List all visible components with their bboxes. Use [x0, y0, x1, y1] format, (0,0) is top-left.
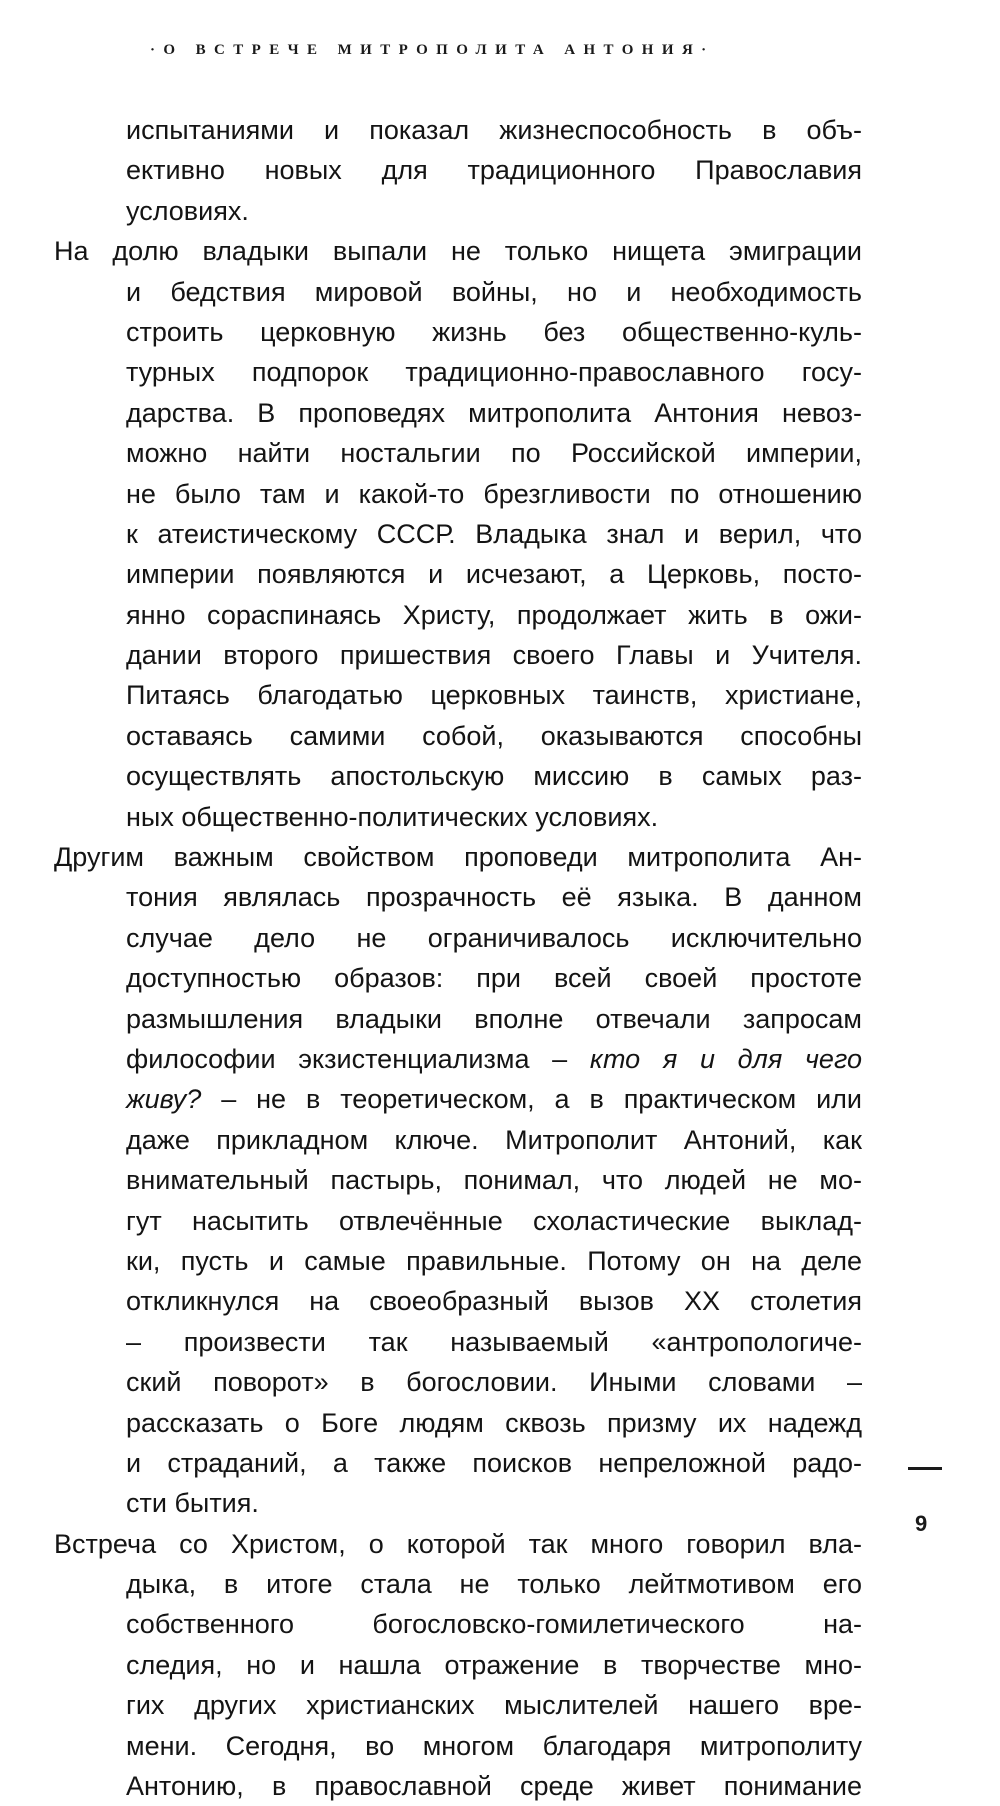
text-line: мени. Сегодня, во многом благодаря митрополиту [126, 1730, 862, 1761]
text-line: империи появляются и исчезают, а Церковь, посто- [126, 559, 862, 590]
text-line: дании второго пришествия своего Главы и Учителя. [126, 640, 862, 671]
text-line: можно найти ностальгии по Российской империи, [126, 438, 862, 469]
text-line: к атеистическому СССР. Владыка знал и верил, что [126, 518, 862, 549]
text-line: доступностью образов: при всей своей простоте [126, 963, 862, 994]
text-line: внимательный пастырь, понимал, что людей не мо- [126, 1165, 862, 1196]
text-line: оставаясь самими собой, оказываются способны [126, 720, 862, 751]
text-line: тония являлась прозрачность её языка. В данном [126, 882, 862, 913]
text-line: даже прикладном ключе. Митрополит Антоний, как [126, 1124, 862, 1155]
text-line: условиях. [126, 195, 249, 226]
text-line: ективно новых для традиционного Православия [126, 155, 862, 186]
text-line: гих других христианских мыслителей нашего вре- [126, 1690, 862, 1721]
text-line: испытаниями и показал жизнеспособность в объ- [126, 115, 862, 145]
text-line: откликнулся на своеобразный вызов XX столетия [126, 1286, 862, 1317]
text-line: – произвести так называемый «антропологиче- [126, 1326, 862, 1357]
text-line: следия, но и нашла отражение в творчестве мно- [126, 1649, 862, 1680]
text-line: турных подпорок традиционно-православного госу- [126, 357, 862, 388]
paragraph-first-line: Другим важным свойством проповеди митрополита Ан- [54, 842, 862, 873]
text-line: рассказать о Боге людям сквозь призму их надежд [126, 1407, 862, 1438]
running-head: ·О ВСТРЕЧЕ МИТРОПОЛИТА АНТОНИЯ· [150, 42, 715, 58]
text-line: осуществлять апостольскую миссию в самых раз- [126, 761, 862, 792]
text-line: Антонию, в православной среде живет понимание [126, 1771, 862, 1802]
text-line: ский поворот» в богословии. Иными словами – [126, 1367, 862, 1398]
text-line: ки, пусть и самые правильные. Потому он на деле [126, 1245, 862, 1276]
body-text [54, 110, 862, 1806]
text-line-with-italic [54, 1039, 862, 1079]
text-line: и страданий, а также поисков непреложной радо- [126, 1447, 862, 1478]
paragraph-first-line: На долю владыки выпали не только нищета эмиграции [54, 236, 862, 267]
text-line: собственного богословско-гомилетического на- [126, 1609, 862, 1640]
page-number-rule [908, 1467, 942, 1470]
text-line-with-italic [54, 1079, 862, 1119]
italic-question: кто я и для чего [589, 1043, 862, 1074]
text-line: строить церковную жизнь без общественно-куль- [126, 316, 862, 347]
text-line: Питаясь благодатью церковных таинств, христиане, [126, 680, 862, 711]
text-segment: философии экзистенциализма – [126, 1043, 568, 1074]
text-line: дарства. В проповедях митрополита Антония невоз- [126, 397, 862, 428]
text-line: не было там и какой-то брезгливости по отношению [126, 478, 862, 509]
text-line: и бедствия мировой войны, но и необходимость [126, 276, 862, 307]
paragraph-first-line: Встреча со Христом, о которой так много говорил вла- [54, 1528, 862, 1559]
page-number: 9 [915, 1511, 928, 1536]
text-line: сти бытия. [126, 1488, 259, 1519]
text-line: ных общественно-политических условиях. [126, 801, 659, 832]
text-line: случае дело не ограничивалось исключительно [126, 922, 862, 953]
text-line: гут насытить отвлечённые схоластические выклад- [126, 1205, 862, 1236]
text-segment: – не в теоретическом, а в практическом или [221, 1084, 862, 1115]
text-line: янно сораспинаясь Христу, продолжает жить в ожи- [126, 599, 862, 630]
text-line: дыка, в итоге стала не только лейтмотивом его [126, 1569, 862, 1600]
text-line: размышления владыки вполне отвечали запросам [126, 1003, 862, 1034]
italic-question: живу? [126, 1084, 202, 1115]
